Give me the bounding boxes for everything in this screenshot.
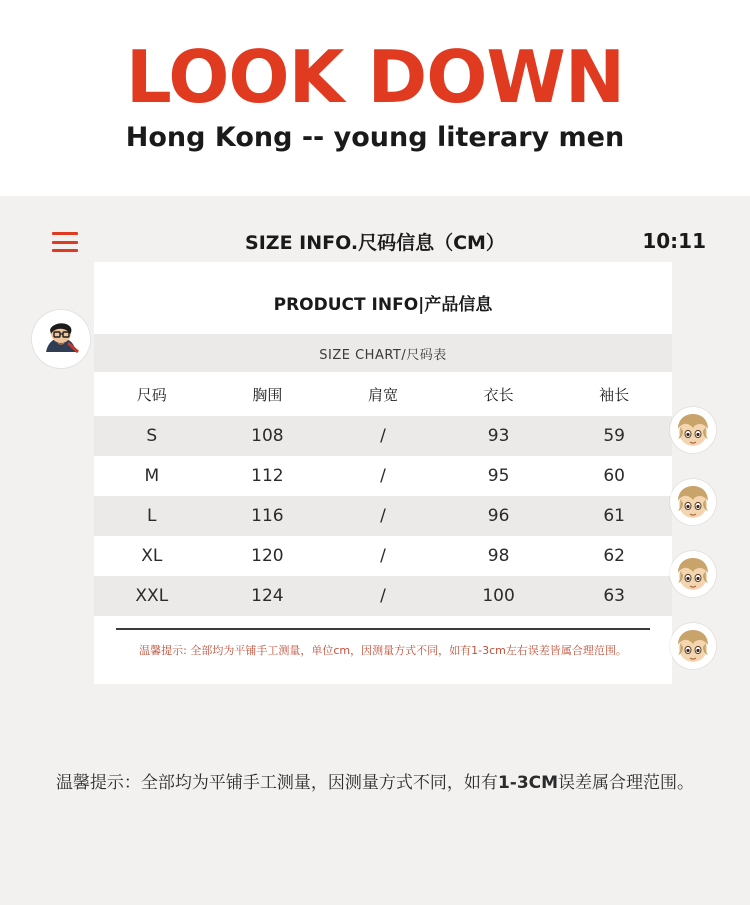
table-header-row	[94, 372, 672, 416]
bottom-note-prefix: 温馨提示：全部均为平铺手工测量，因测量方式不同，如有	[55, 773, 498, 793]
bottom-note	[0, 768, 750, 793]
avatar	[670, 479, 716, 525]
column-header: 尺码	[94, 372, 210, 416]
table-row	[94, 576, 672, 616]
cell-shoulder: /	[325, 536, 441, 576]
cell-length: 96	[441, 496, 557, 536]
cell-sleeve: 59	[556, 416, 672, 456]
avatar	[670, 623, 716, 669]
measurement-note: 温馨提示: 全部均为平铺手工测量，单位cm，因测量方式不同，如有1-3cm左右误差皆属合理范围。	[139, 644, 627, 657]
size-chart-table	[94, 334, 672, 616]
cell-bust: 120	[210, 536, 326, 576]
cell-bust: 116	[210, 496, 326, 536]
column-header: 肩宽	[325, 372, 441, 416]
bottom-note-suffix: 误差属合理范围。	[558, 773, 695, 793]
cell-sleeve: 63	[556, 576, 672, 616]
page-subtitle: Hong Kong -- young literary men	[125, 122, 625, 153]
cell-shoulder: /	[325, 576, 441, 616]
cell-shoulder: /	[325, 416, 441, 456]
cell-size: XXL	[94, 576, 210, 616]
table-row-chart-label	[94, 334, 672, 372]
bottom-note-strong: 1-3CM	[497, 773, 559, 793]
cell-size: L	[94, 496, 210, 536]
cell-shoulder: /	[325, 496, 441, 536]
avatar	[670, 407, 716, 453]
avatar-right-2	[670, 479, 716, 525]
cell-size: M	[94, 456, 210, 496]
column-header: 胸围	[210, 372, 326, 416]
chart-label: SIZE CHART/尺码表	[94, 334, 672, 372]
cell-length: 95	[441, 456, 557, 496]
divider	[116, 628, 650, 630]
column-header: 衣长	[441, 372, 557, 416]
section-title: SIZE INFO.尺码信息（CM）	[245, 232, 505, 254]
table-row	[94, 536, 672, 576]
cell-bust: 108	[210, 416, 326, 456]
avatar-left-face	[32, 310, 90, 368]
clock-label: 10:11	[642, 229, 706, 253]
card-title: PRODUCT INFO|产品信息	[273, 295, 493, 315]
cell-sleeve: 60	[556, 456, 672, 496]
cell-length: 100	[441, 576, 557, 616]
cell-bust: 124	[210, 576, 326, 616]
size-chart-card	[94, 262, 672, 684]
avatar	[32, 310, 90, 368]
table-row	[94, 496, 672, 536]
cell-shoulder: /	[325, 456, 441, 496]
column-header: 袖长	[556, 372, 672, 416]
hero-banner	[0, 0, 750, 196]
cell-sleeve: 62	[556, 536, 672, 576]
cell-bust: 112	[210, 456, 326, 496]
avatar-right-4	[670, 623, 716, 669]
table-row	[94, 456, 672, 496]
avatar-right-3	[670, 551, 716, 597]
cell-length: 98	[441, 536, 557, 576]
cell-sleeve: 61	[556, 496, 672, 536]
avatar-right-1	[670, 407, 716, 453]
page-title: LOOK DOWN	[125, 35, 625, 119]
cell-length: 93	[441, 416, 557, 456]
cell-size: S	[94, 416, 210, 456]
cell-size: XL	[94, 536, 210, 576]
avatar	[670, 551, 716, 597]
table-row	[94, 416, 672, 456]
